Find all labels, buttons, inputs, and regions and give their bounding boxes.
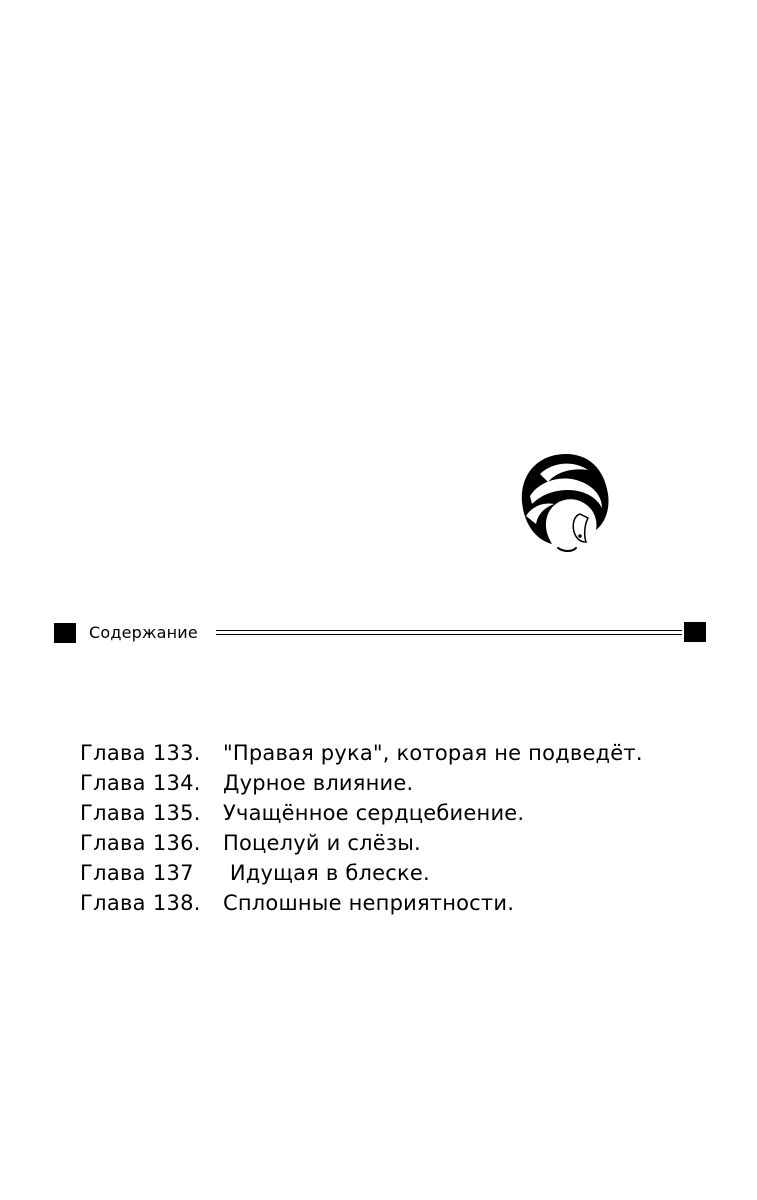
chapter-title: Сплошные неприятности.	[223, 891, 515, 915]
swirl-hair-face-icon	[518, 452, 610, 556]
toc-item	[80, 858, 643, 888]
header-square-right	[684, 622, 706, 642]
toc-item	[80, 798, 643, 828]
section-header	[54, 622, 706, 644]
chapter-number: Глава 133.	[80, 741, 201, 765]
chapter-title: Идущая в блеске.	[223, 861, 430, 885]
toc-item	[80, 828, 643, 858]
chapter-number: Глава 134.	[80, 771, 201, 795]
toc-list	[80, 738, 643, 918]
header-square-left	[54, 623, 76, 643]
toc-item	[80, 738, 643, 768]
header-double-rule	[216, 630, 682, 635]
chapter-number: Глава 135.	[80, 801, 201, 825]
chapter-number: Глава 136.	[80, 831, 201, 855]
section-title: Содержание	[89, 623, 198, 642]
chapter-number: Глава 137	[80, 861, 194, 885]
chapter-title: "Правая рука", которая не подведёт.	[223, 741, 643, 765]
chapter-title: Учащённое сердцебиение.	[223, 801, 525, 825]
toc-item	[80, 888, 643, 918]
chapter-title: Поцелуй и слёзы.	[223, 831, 421, 855]
chapter-number: Глава 138.	[80, 891, 201, 915]
chapter-title: Дурное влияние.	[223, 771, 414, 795]
toc-item	[80, 768, 643, 798]
